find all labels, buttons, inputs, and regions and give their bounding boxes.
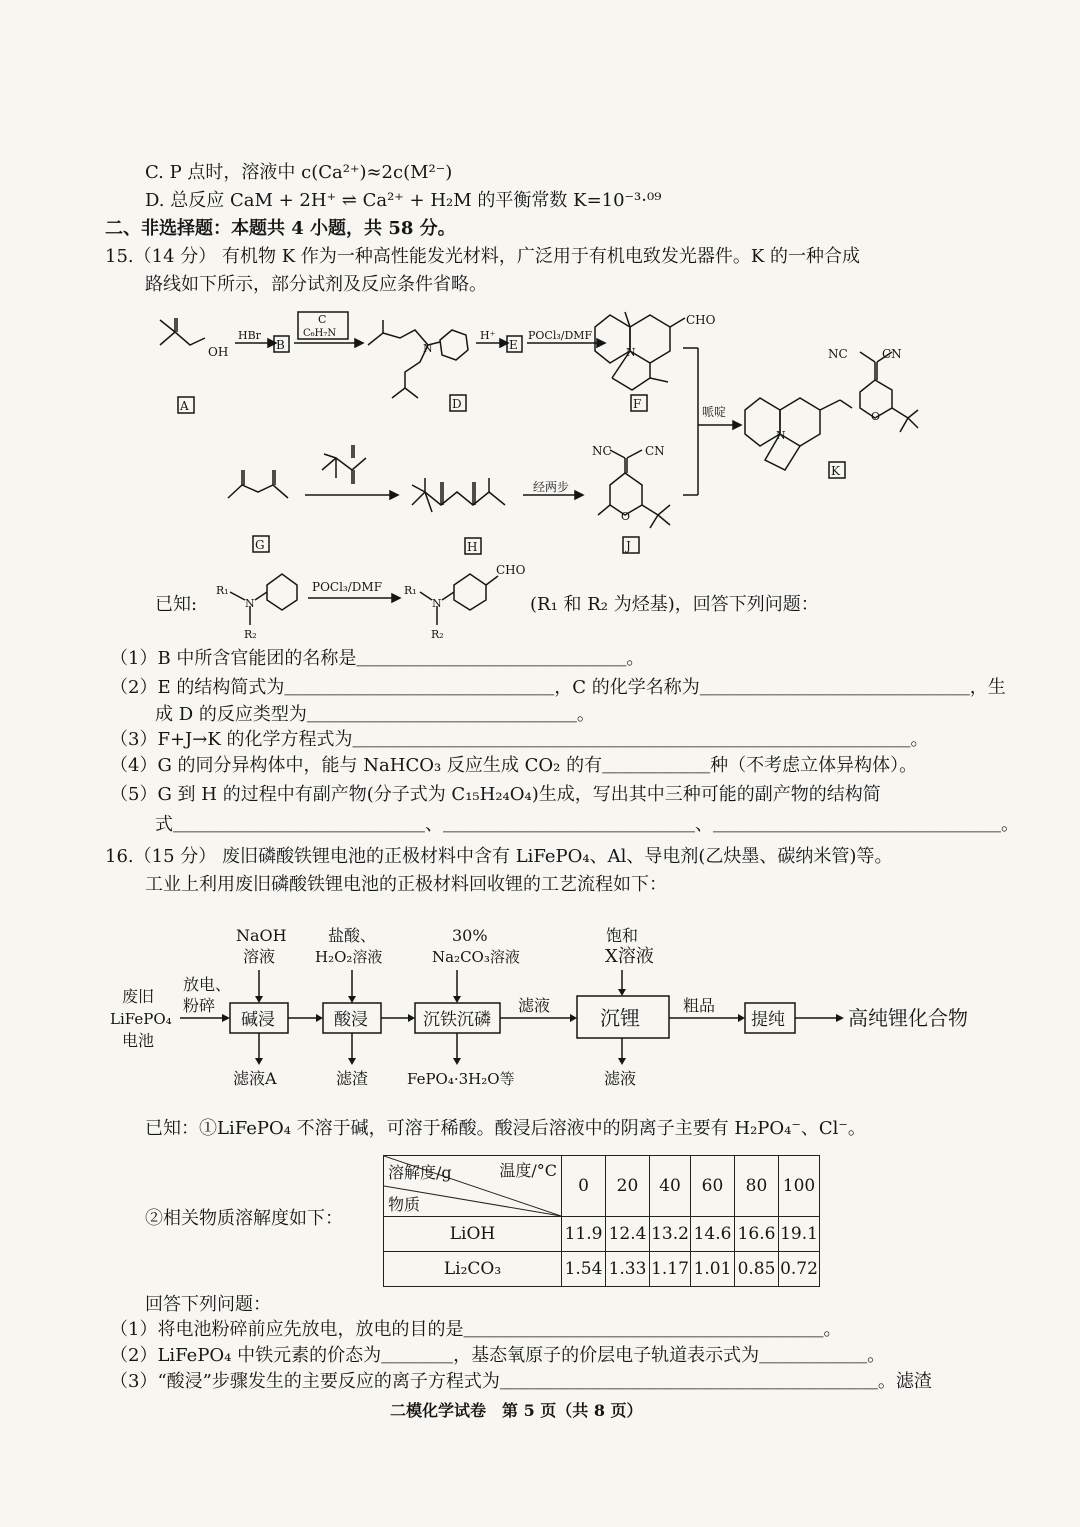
section-heading: 二、非选择题：本题共 4 小题，共 58 分。 [105, 218, 456, 239]
q16-known1: 已知：①LiFePO₄ 不溶于碱，可溶于稀酸。酸浸后溶液中的阴离子主要有 H₂PO₄⁻、Cl⁻。 [145, 1118, 866, 1139]
reagent-naoh: NaOH [236, 926, 287, 945]
known-r2-product: R₂ [431, 628, 444, 641]
solubility-value: 1.17 [650, 1252, 691, 1287]
pocl3-label: POCl₃/DMF [528, 329, 593, 342]
table-header-corner [384, 1156, 562, 1217]
header-substance: 物质 [388, 1195, 421, 1214]
solubility-table [383, 1155, 820, 1287]
known-n2: N [432, 597, 442, 610]
out-filtrate-a: 滤液A [233, 1069, 277, 1088]
temp-header-cell: 0 [562, 1156, 606, 1217]
flow-pre-line2: 粉碎 [183, 996, 216, 1015]
reagent-c-label: C [318, 313, 327, 326]
header-temperature: 温度/°C [499, 1161, 557, 1180]
q16-part1: （1）将电池粉碎前应先放电，放电的目的是＿＿＿＿＿＿＿＿＿＿＿＿＿＿＿＿＿＿＿＿。 [110, 1319, 842, 1340]
box-alkali-leach: 碱浸 [241, 1010, 275, 1030]
j-oxygen: O [621, 510, 631, 523]
reagent-saturated: 饱和 [606, 926, 639, 945]
q15-intro-line2: 路线如下所示，部分试剂及反应条件省略。 [145, 274, 487, 295]
cho-label: CHO [686, 313, 716, 327]
k-oxygen: O [871, 410, 881, 423]
k-nc-label: NC [828, 347, 848, 361]
q15-synthesis-scheme [0, 300, 1080, 565]
temp-header-cell: 40 [650, 1156, 691, 1217]
out-filtrate: 滤液 [604, 1069, 637, 1088]
k-cn-label: CN [882, 347, 902, 361]
f-nitrogen: N [626, 346, 636, 359]
flow-start-line2: LiFePO₄ [110, 1010, 172, 1028]
box-precipitate-li: 沉锂 [600, 1006, 640, 1030]
temp-header-cell: 20 [606, 1156, 650, 1217]
label-g: G [255, 538, 265, 552]
solubility-value: 16.6 [735, 1217, 779, 1252]
label-f: F [633, 397, 642, 411]
label-h: H [467, 540, 478, 554]
q14-option-d: D. 总反应 CaM + 2H⁺ ⇌ Ca²⁺ + H₂M 的平衡常数 K=10⁻³·⁰⁹ [145, 190, 662, 211]
box-precipitate-fe-p: 沉铁沉磷 [423, 1010, 491, 1030]
q16-intro-line1: 16.（15 分） 废旧磷酸铁锂电池的正极材料中含有 LiFePO₄、Al、导电剂(乙炔墨、碳纳米管)等。 [105, 846, 893, 867]
q15-part1: （1）B 中所含官能团的名称是＿＿＿＿＿＿＿＿＿＿＿＿＿＿＿。 [110, 648, 645, 669]
flow-crude: 粗品 [683, 996, 716, 1015]
q15-intro-line1: 15.（14 分） 有机物 K 作为一种高性能发光材料，广泛用于有机电致发光器件。K 的一种合成 [105, 246, 861, 267]
reagent-x-solution: X溶液 [605, 946, 654, 967]
known-suffix: (R₁ 和 R₂ 为烃基)，回答下列问题： [530, 594, 819, 615]
j-nc-label: NC [592, 444, 612, 458]
q15-part2a: （2）E 的结构简式为＿＿＿＿＿＿＿＿＿＿＿＿＿＿＿，C 的化学名称为＿＿＿＿＿＿＿＿＿＿＿＿＿＿＿，生 [110, 677, 1006, 698]
reagent-na2co3: Na₂CO₃溶液 [432, 948, 520, 966]
known-n1: N [245, 597, 255, 610]
reagent-30pct: 30% [452, 926, 488, 945]
j-cn-label: CN [645, 444, 665, 458]
box-purify: 提纯 [751, 1010, 785, 1030]
d-nitrogen: N [423, 342, 433, 355]
label-k: K [831, 464, 840, 478]
label-d: D [452, 397, 462, 411]
solubility-value: 12.4 [606, 1217, 650, 1252]
header-solubility: 溶解度/g [388, 1163, 452, 1182]
solubility-value: 14.6 [691, 1217, 735, 1252]
solubility-value: 1.01 [691, 1252, 735, 1287]
q14-option-c: C. P 点时，溶液中 c(Ca²⁺)≈2c(M²⁻) [145, 162, 453, 183]
table-row [384, 1217, 820, 1252]
q16-process-flow [0, 915, 1080, 1095]
piperidine-label: 哌啶 [702, 405, 727, 419]
solubility-value: 13.2 [650, 1217, 691, 1252]
solubility-value: 1.54 [562, 1252, 606, 1287]
flow-start-line1: 废旧 [122, 987, 155, 1006]
oh-label: OH [208, 345, 229, 359]
known-cho: CHO [496, 563, 526, 577]
known-prefix: 已知: [155, 594, 198, 615]
solubility-value: 0.85 [735, 1252, 779, 1287]
h-plus-label: H⁺ [480, 329, 496, 342]
solubility-value: 11.9 [562, 1217, 606, 1252]
q16-intro-line2: 工业上利用废旧磷酸铁锂电池的正极材料回收锂的工艺流程如下： [145, 874, 667, 895]
table-row [384, 1252, 820, 1287]
q16-part2: （2）LiFePO₄ 中铁元素的价态为＿＿＿＿，基态氧原子的价层电子轨道表示式为＿＿＿＿＿＿。 [110, 1345, 886, 1366]
known-r2: R₂ [244, 628, 257, 641]
two-steps-label: 经两步 [533, 480, 570, 494]
flow-filtrate: 滤液 [518, 996, 551, 1015]
out-residue: 滤渣 [336, 1069, 369, 1088]
q15-part2b: 成 D 的反应类型为＿＿＿＿＿＿＿＿＿＿＿＿＿＿＿。 [155, 704, 595, 725]
box-acid-leach: 酸浸 [334, 1010, 368, 1030]
reagent-naoh-solution: 溶液 [243, 947, 276, 966]
q15-part5b: 式＿＿＿＿＿＿＿＿＿＿＿＿＿＿、＿＿＿＿＿＿＿＿＿＿＿＿＿＿、＿＿＿＿＿＿＿＿＿＿＿＿＿＿＿＿。 [155, 814, 1019, 835]
flow-product: 高纯锂化合物 [848, 1006, 968, 1030]
q16-answer-intro: 回答下列问题： [145, 1294, 271, 1315]
q16-part3: （3）“酸浸”步骤发生的主要反应的离子方程式为＿＿＿＿＿＿＿＿＿＿＿＿＿＿＿＿＿＿＿＿＿。滤渣 [110, 1371, 932, 1392]
reagent-hcl: 盐酸、 [328, 926, 377, 945]
label-j: J [626, 539, 631, 553]
label-e: E [509, 338, 518, 352]
out-fepo4: FePO₄·3H₂O等 [407, 1070, 515, 1088]
temp-header-cell: 80 [735, 1156, 779, 1217]
known-r1-product: R₁ [404, 584, 417, 597]
solubility-value: 1.33 [606, 1252, 650, 1287]
flow-start-line3: 电池 [122, 1031, 155, 1050]
label-a: A [180, 399, 189, 413]
temp-header-cell: 60 [691, 1156, 735, 1217]
k-nitrogen: N [776, 429, 786, 442]
q15-part4: （4）G 的同分异构体中，能与 NaHCO₃ 反应生成 CO₂ 的有＿＿＿＿＿＿种（不考虑立体异构体）。 [110, 755, 918, 776]
q15-part5a: （5）G 到 H 的过程中有副产物(分子式为 C₁₅H₂₄O₄)生成，写出其中三种可能的副产物的结构简 [110, 784, 881, 805]
reagent-c-formula: C₆H₇N [303, 328, 337, 339]
known-r1: R₁ [216, 584, 229, 597]
page-footer: 二模化学试卷 第 5 页（共 8 页） [390, 1401, 643, 1420]
solubility-value: 19.1 [779, 1217, 820, 1252]
hbr-label: HBr [238, 329, 261, 342]
substance-name: LiOH [384, 1217, 562, 1252]
q16-known2: ②相关物质溶解度如下： [145, 1208, 343, 1229]
substance-name: Li₂CO₃ [384, 1252, 562, 1287]
q15-part3: （3）F+J→K 的化学方程式为＿＿＿＿＿＿＿＿＿＿＿＿＿＿＿＿＿＿＿＿＿＿＿＿＿＿＿＿＿＿＿。 [110, 729, 929, 750]
reagent-h2o2: H₂O₂溶液 [315, 948, 383, 966]
solubility-value: 0.72 [779, 1252, 820, 1287]
known-pocl3: POCl₃/DMF [312, 580, 383, 594]
label-b: B [276, 338, 285, 352]
temp-header-cell: 100 [779, 1156, 820, 1217]
flow-pre-line1: 放电、 [183, 975, 232, 994]
